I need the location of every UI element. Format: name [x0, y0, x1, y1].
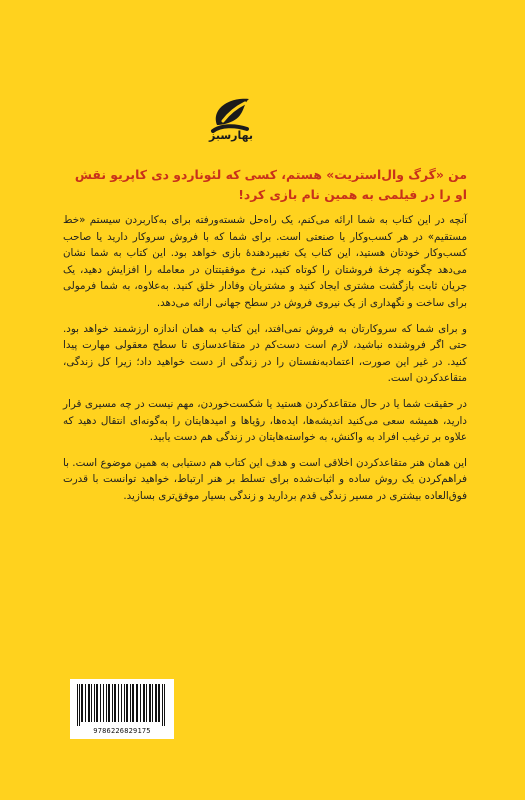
barcode-bar	[91, 684, 92, 722]
barcode-bar	[126, 684, 128, 722]
barcode-bar	[106, 684, 107, 722]
barcode-bar	[158, 684, 160, 722]
barcode-bar	[124, 684, 125, 722]
barcode-bar	[114, 684, 116, 722]
barcode-bar	[108, 684, 110, 722]
isbn-number: 9786226829175	[93, 727, 151, 735]
barcode-bar	[88, 684, 90, 722]
blurb-paragraph-1: آنچه در این کتاب به شما ارائه می‌کنم، یک راه‌حل شسته‌ورفته برای به‌کاربردن سیستم «خط مستقیم» در هر کسب‌وکار یا صنعتی است. برای شما که با فروش سروکار دارید یا صاحب کسب‌وکار خودتان هستید، این کتاب یک تغییردهندهٔ بازی خواهد بود. این کتاب به شما نشان می‌دهد چگونه چرخهٔ فروشتان را کوتاه کنید، نرخ موفقیتتان در معامله را افزایش دهید، یک جریان ثابت بازگشت مشتری ایجاد کنید و مشتریان وفادار خلق کنید. به‌علاوه، به شما فرمولی برای ساخت و نگهداری از یک نیروی فروش در سطح جهانی ارائه می‌دهد.	[63, 214, 467, 309]
barcode-bar	[132, 684, 134, 722]
publisher-logo	[203, 95, 259, 151]
barcode-bar	[79, 684, 80, 726]
barcode-bar	[146, 684, 147, 722]
barcode-bars	[75, 684, 169, 726]
barcode-bar	[162, 684, 163, 726]
barcode-bar	[143, 684, 145, 722]
blurb-text	[63, 212, 467, 514]
headline-line-2: او را در فیلمی به همین نام بازی کرد!	[238, 187, 467, 202]
barcode-bar	[136, 684, 138, 722]
publisher-name: بهارسبز	[208, 129, 253, 142]
barcode-bar	[94, 684, 95, 722]
barcode-bar	[112, 684, 113, 722]
blurb-paragraph-4: این همان هنر متقاعدکردن اخلاقی است و هدف این کتاب هم دستیابی به همین موضوع است. با فراهم‌کردن یک روش ساده و اثبات‌شده برای تسلط بر هنر ارتباط، خواهید توانست با قدرت فوق‌العاده بیشتری در مسیر زندگی قدم بردارید و زندگی بسیار موفق‌تری بسازید.	[63, 456, 467, 502]
barcode-bar	[118, 684, 119, 722]
barcode-bar	[130, 684, 131, 722]
barcode-bar	[77, 684, 78, 726]
barcode-bar	[155, 684, 157, 722]
barcode-bar	[164, 684, 165, 726]
barcode-bar	[149, 684, 151, 722]
barcode-bar	[140, 684, 141, 722]
headline-line-1: من «گرگ وال‌استریت» هستم، کسی که لئوناردو دی کاپریو نقش	[74, 167, 467, 182]
barcode-bar	[81, 684, 83, 722]
blurb-paragraph-2: و برای شما که سروکارتان به فروش نمی‌افتد، این کتاب به همان اندازه ارزشمند خواهد بود. حتی اگر فروشنده نباشید، لازم است دست‌کم در متقاعدسازی تا سطح معقولی مهارت پیدا کنید. در غیر این صورت، اعتمادبه‌نفستان را در زندگی از دست خواهید داد؛ زیرا کل زندگی، متقاعدکردن است.	[63, 322, 467, 385]
barcode-bar	[121, 684, 122, 722]
barcode-bar	[103, 684, 104, 722]
barcode-bar	[152, 684, 153, 722]
leaf-logo-icon	[203, 95, 259, 133]
cover-headline	[63, 165, 467, 205]
blurb-paragraph-3: در حقیقت شما یا در حال متقاعدکردن هستید یا شکست‌خوردن، مهم نیست در چه مسیری قرار دارید، همیشه سعی می‌کنید اندیشه‌ها، ایده‌ها، رؤیاها و امیدهایتان را به‌گونه‌ای انتقال دهید که علاوه بر ترغیب افراد به واکنش، به خواسته‌هایتان در زندگی هم دست یابید.	[63, 397, 467, 444]
isbn-barcode	[70, 679, 174, 739]
barcode-bar	[85, 684, 86, 722]
barcode-bar	[100, 684, 101, 722]
barcode-bar	[96, 684, 98, 722]
